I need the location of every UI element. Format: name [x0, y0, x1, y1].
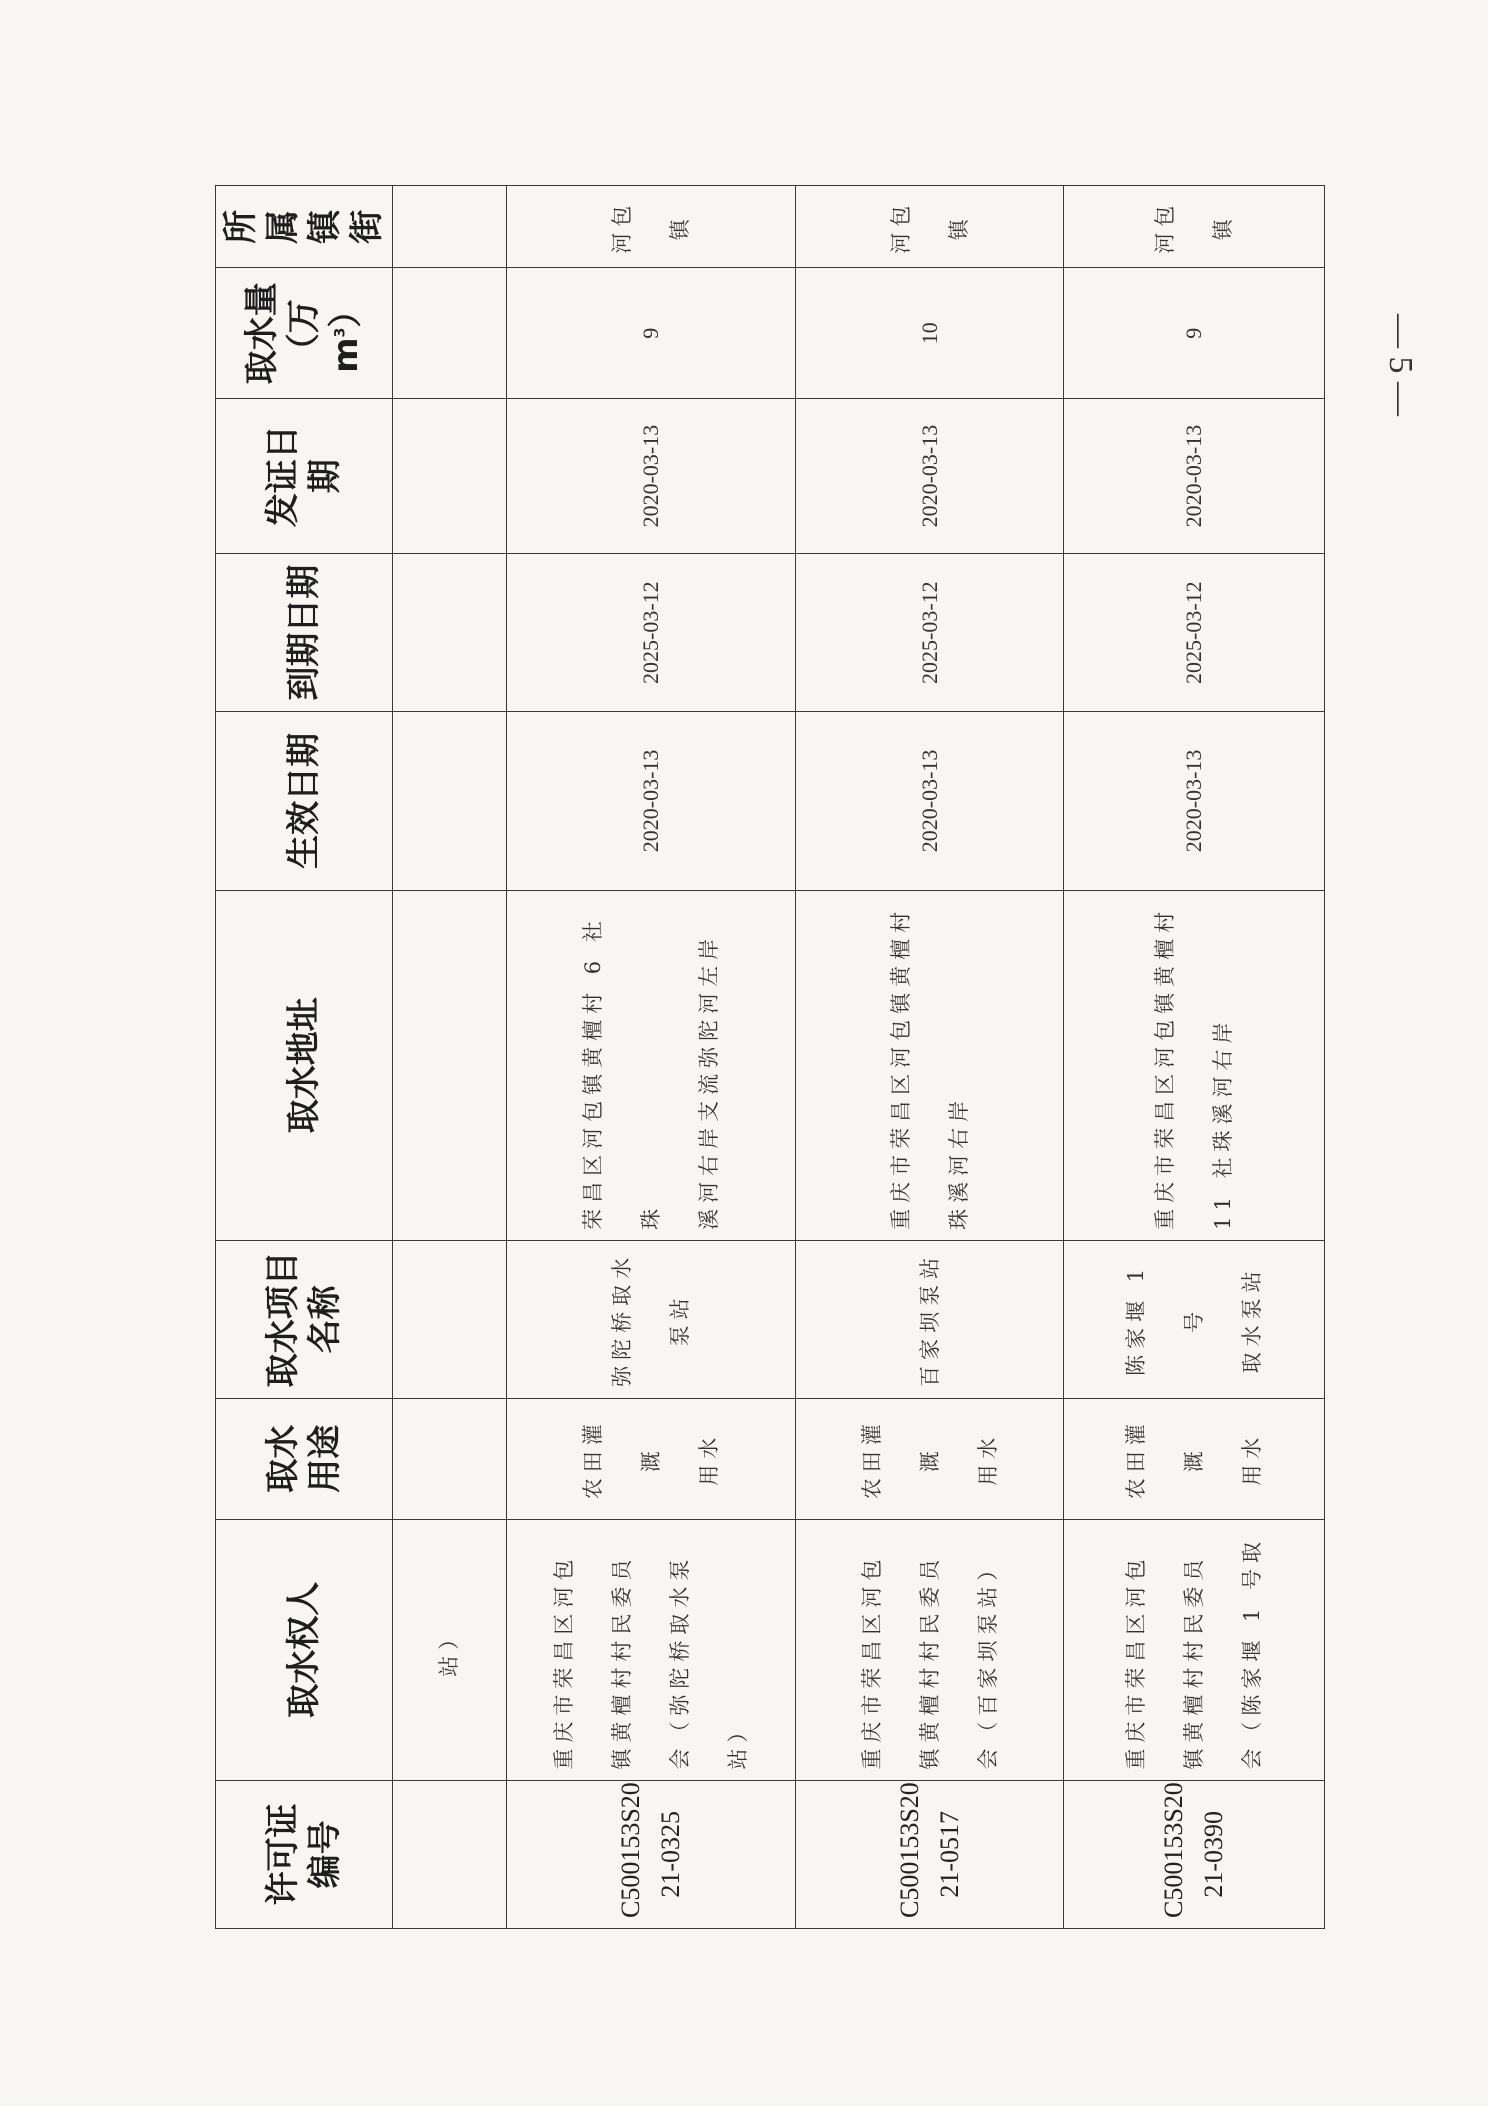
effective-date-cell	[393, 712, 507, 891]
effective-date-cell: 2020-03-13	[506, 712, 796, 891]
amount-cell: 9	[1063, 268, 1324, 398]
permit-no-cell: C500153S20 21-0390	[1063, 1780, 1324, 1928]
project-cell: 陈家堰 1 号 取水泵站	[1063, 1240, 1324, 1398]
header-town: 所属 镇街	[216, 186, 393, 268]
issue-date-cell: 2020-03-13	[506, 398, 796, 553]
expiry-date-cell: 2025-03-12	[1063, 554, 1324, 712]
effective-date-cell: 2020-03-13	[1063, 712, 1324, 891]
header-holder: 取水权人	[216, 1519, 393, 1780]
project-cell	[393, 1240, 507, 1398]
town-cell: 河包镇	[796, 186, 1063, 268]
table-row	[506, 186, 796, 1929]
header-permit-no: 许可证 编号	[216, 1780, 393, 1928]
holder-cell: 站）	[393, 1519, 507, 1780]
holder-cell: 重庆市荣昌区河包 镇黄檀村村民委员 会（弥陀桥取水泵 站）	[506, 1519, 796, 1780]
table-row	[393, 186, 507, 1929]
header-address: 取水地址	[216, 890, 393, 1240]
project-cell: 弥陀桥取水 泵站	[506, 1240, 796, 1398]
header-expiry-date: 到期日期	[216, 554, 393, 712]
permit-no-cell	[393, 1780, 507, 1928]
issue-date-cell: 2020-03-13	[1063, 398, 1324, 553]
amount-cell: 10	[796, 268, 1063, 398]
water-permit-table	[215, 185, 1325, 1929]
header-amount: 取水量 （万 $m^3$）	[216, 268, 393, 398]
expiry-date-cell: 2025-03-12	[796, 554, 1063, 712]
table-row	[796, 186, 1063, 1929]
page-number: — 5 —	[1382, 314, 1419, 416]
expiry-date-cell: 2025-03-12	[506, 554, 796, 712]
address-cell: 重庆市荣昌区河包镇黄檀村 11 社珠溪河右岸	[1063, 890, 1324, 1240]
address-cell: 荣昌区河包镇黄檀村 6 社珠 溪河右岸支流弥陀河左岸	[506, 890, 796, 1240]
project-cell: 百家坝泵站	[796, 1240, 1063, 1398]
town-cell: 河包镇	[1063, 186, 1324, 268]
purpose-cell: 农田灌溉 用水	[796, 1398, 1063, 1519]
holder-cell: 重庆市荣昌区河包 镇黄檀村村民委员 会（陈家堰 1 号取	[1063, 1519, 1324, 1780]
header-effective-date: 生效日期	[216, 712, 393, 891]
amount-cell: 9	[506, 268, 796, 398]
amount-cell	[393, 268, 507, 398]
table-row	[1063, 186, 1324, 1929]
header-project: 取水项目 名称	[216, 1240, 393, 1398]
header-issue-date: 发证日期	[216, 398, 393, 553]
permit-no-cell: C500153S20 21-0517	[796, 1780, 1063, 1928]
expiry-date-cell	[393, 554, 507, 712]
rotated-page	[215, 185, 1325, 1929]
issue-date-cell	[393, 398, 507, 553]
address-cell	[393, 890, 507, 1240]
purpose-cell: 农田灌溉 用水	[506, 1398, 796, 1519]
purpose-cell: 农田灌溉 用水	[1063, 1398, 1324, 1519]
issue-date-cell: 2020-03-13	[796, 398, 1063, 553]
holder-cell: 重庆市荣昌区河包 镇黄檀村村民委员 会（百家坝泵站）	[796, 1519, 1063, 1780]
purpose-cell	[393, 1398, 507, 1519]
town-cell: 河包镇	[506, 186, 796, 268]
address-cell: 重庆市荣昌区河包镇黄檀村 珠溪河右岸	[796, 890, 1063, 1240]
town-cell	[393, 186, 507, 268]
effective-date-cell: 2020-03-13	[796, 712, 1063, 891]
permit-no-cell: C500153S20 21-0325	[506, 1780, 796, 1928]
header-purpose: 取水 用途	[216, 1398, 393, 1519]
header-row	[216, 186, 393, 1929]
